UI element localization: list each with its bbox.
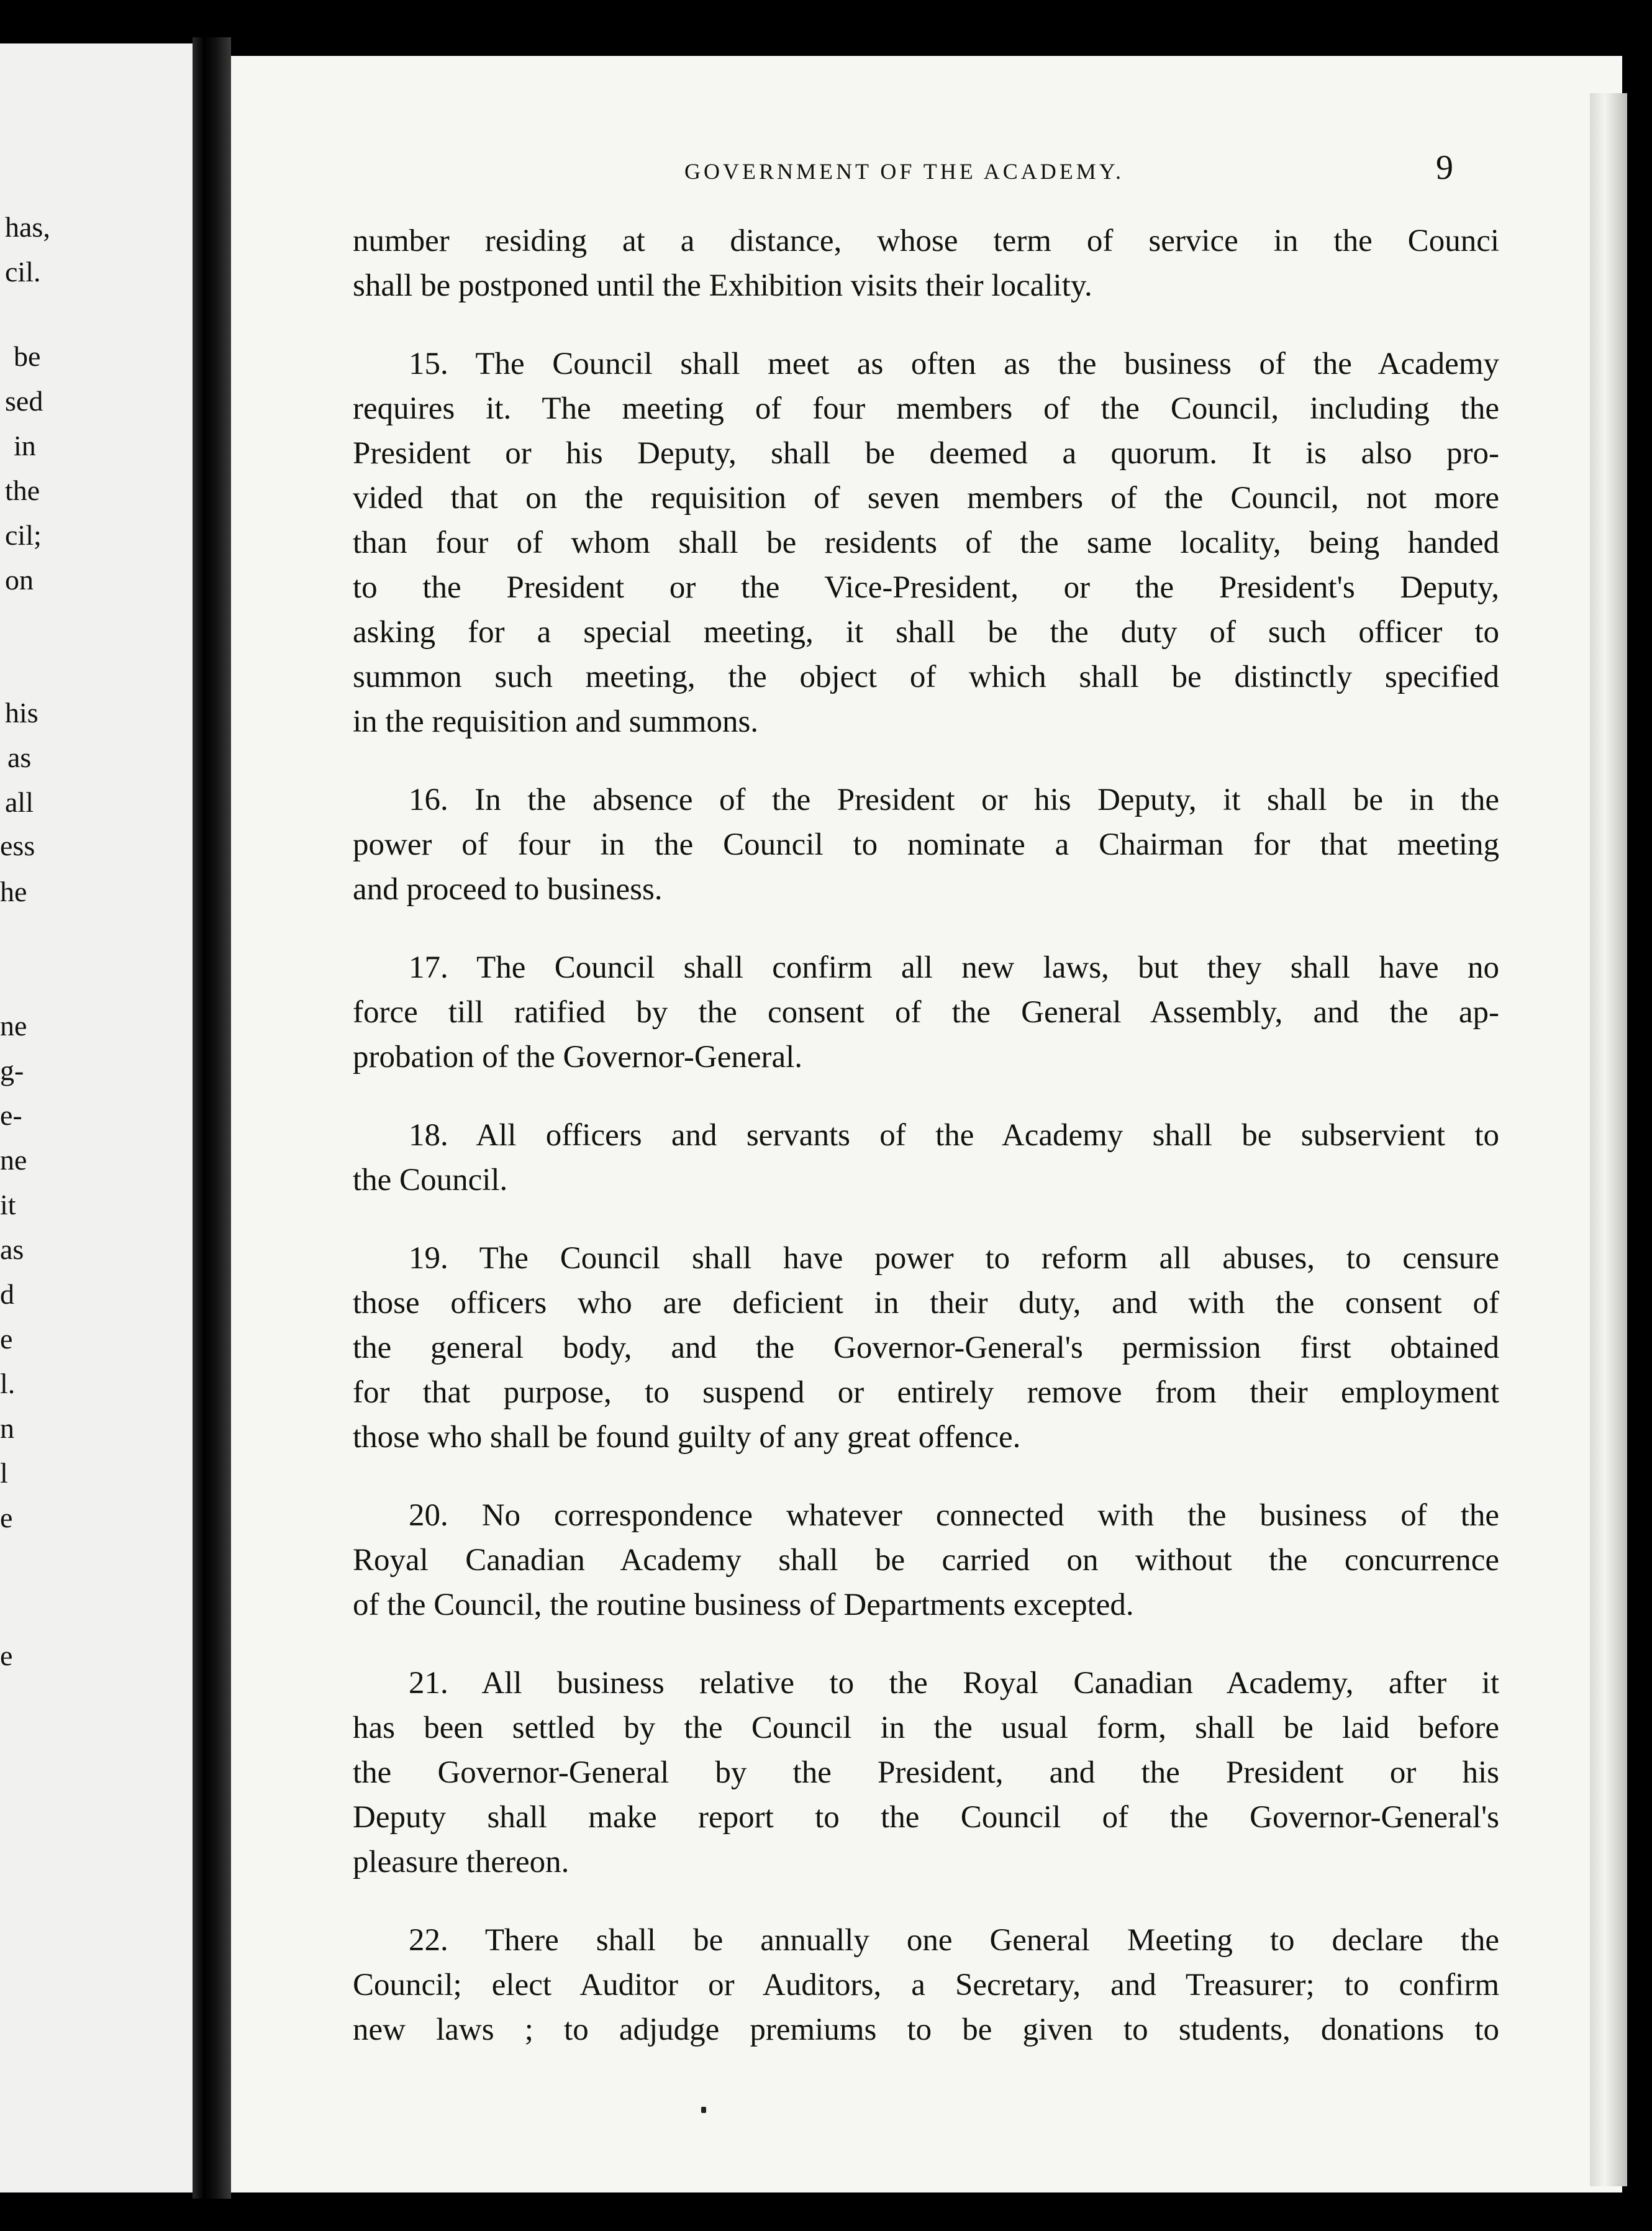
text-line: and proceed to business. bbox=[353, 872, 663, 907]
left-fragment: it bbox=[0, 1189, 16, 1220]
text-line: President or his Deputy, shall be deemed a quorum. It is also pro- bbox=[353, 436, 1499, 471]
left-fragment: as bbox=[0, 1234, 24, 1265]
paragraph-17 bbox=[353, 945, 1499, 1079]
paragraph-22 bbox=[353, 1918, 1499, 2052]
text-line: 18. All officers and servants of the Academy shall be subservient to bbox=[409, 1118, 1499, 1153]
page-body bbox=[353, 219, 1499, 2086]
paragraph-21 bbox=[353, 1661, 1499, 1884]
text-line: requires it. The meeting of four members of the Council, including the bbox=[353, 391, 1499, 426]
running-head: GOVERNMENT OF THE ACADEMY. bbox=[684, 159, 1125, 184]
left-fragment: his bbox=[5, 697, 39, 729]
text-line: has been settled by the Council in the usual form, shall be laid before bbox=[353, 1711, 1499, 1745]
paragraph-continued bbox=[353, 219, 1499, 308]
text-line: the general body, and the Governor-General's permission first obtained bbox=[353, 1330, 1499, 1365]
left-fragment: on bbox=[5, 564, 34, 596]
text-line: shall be postponed until the Exhibition visits their locality. bbox=[353, 268, 1092, 303]
left-fragment: ne bbox=[0, 1144, 27, 1176]
left-fragment: d bbox=[0, 1278, 14, 1310]
left-fragment: the bbox=[5, 475, 40, 506]
text-line: those officers who are deficient in their duty, and with the consent of bbox=[353, 1286, 1499, 1320]
text-line: 15. The Council shall meet as often as the business of the Academy bbox=[409, 347, 1499, 381]
text-line: Council; elect Auditor or Auditors, a Secretary, and Treasurer; to confirm bbox=[353, 1968, 1499, 2002]
left-fragment: be bbox=[14, 340, 41, 372]
left-fragment: ne bbox=[0, 1010, 27, 1042]
text-line: 20. No correspondence whatever connected with the business of the bbox=[409, 1498, 1499, 1533]
left-fragment: n bbox=[0, 1412, 14, 1444]
text-line: number residing at a distance, whose term of service in the Counci bbox=[353, 224, 1499, 258]
text-line: probation of the Governor-General. bbox=[353, 1040, 803, 1075]
text-line: power of four in the Council to nominate a Chairman for that meeting bbox=[353, 827, 1499, 862]
text-line: 19. The Council shall have power to reform all abuses, to censure bbox=[409, 1241, 1499, 1276]
text-line: to the President or the Vice-President, or the President's Deputy, bbox=[353, 570, 1499, 605]
page-edge bbox=[1590, 93, 1627, 2186]
text-line: 22. There shall be annually one General Meeting to declare the bbox=[409, 1923, 1499, 1958]
right-page bbox=[231, 56, 1622, 2192]
text-line: those who shall be found guilty of any great offence. bbox=[353, 1420, 1021, 1455]
text-line: force till ratified by the consent of the General Assembly, and the ap- bbox=[353, 995, 1499, 1030]
text-line: than four of whom shall be residents of the same locality, being handed bbox=[353, 525, 1499, 560]
paragraph-15 bbox=[353, 342, 1499, 744]
paragraph-20 bbox=[353, 1493, 1499, 1627]
left-fragment: e bbox=[0, 1640, 13, 1671]
text-line: 21. All business relative to the Royal Canadian Academy, after it bbox=[409, 1666, 1499, 1701]
left-fragment: e bbox=[0, 1502, 13, 1534]
paragraph-16 bbox=[353, 778, 1499, 912]
paragraph-19 bbox=[353, 1236, 1499, 1460]
left-fragment: all bbox=[5, 786, 34, 818]
text-line: asking for a special meeting, it shall be the duty of such officer to bbox=[353, 615, 1499, 650]
text-line: for that purpose, to suspend or entirely remove from their employment bbox=[353, 1375, 1499, 1410]
text-line: summon such meeting, the object of which shall be distinctly specified bbox=[353, 660, 1499, 694]
left-fragment: cil; bbox=[5, 519, 42, 551]
text-line: Deputy shall make report to the Council of the Governor-General's bbox=[353, 1800, 1499, 1835]
text-line: pleasure thereon. bbox=[353, 1845, 570, 1879]
left-fragment: e- bbox=[0, 1099, 22, 1131]
text-line: of the Council, the routine business of Departments excepted. bbox=[353, 1588, 1134, 1622]
left-fragment: sed bbox=[5, 385, 43, 417]
text-line: 17. The Council shall confirm all new laws, but they shall have no bbox=[409, 950, 1499, 985]
left-fragment: has, bbox=[5, 211, 50, 243]
paragraph-18 bbox=[353, 1113, 1499, 1202]
left-page-fragment bbox=[0, 43, 193, 2192]
book-gutter bbox=[193, 37, 231, 2199]
ink-speck bbox=[701, 2107, 706, 2113]
text-line: vided that on the requisition of seven members of the Council, not more bbox=[353, 481, 1499, 516]
left-fragment: e bbox=[0, 1323, 13, 1355]
text-line: Royal Canadian Academy shall be carried on without the concurrence bbox=[353, 1543, 1499, 1578]
left-fragment: as bbox=[7, 742, 32, 773]
left-fragment: in bbox=[14, 430, 36, 461]
text-line: in the requisition and summons. bbox=[353, 704, 759, 739]
page-number: 9 bbox=[1436, 148, 1453, 187]
text-line: new laws ; to adjudge premiums to be given to students, donations to bbox=[353, 2012, 1499, 2047]
left-fragment: he bbox=[0, 876, 27, 907]
left-fragment: g- bbox=[0, 1055, 24, 1086]
left-fragment: ess bbox=[0, 830, 35, 861]
left-fragment: l. bbox=[0, 1368, 16, 1399]
text-line: the Governor-General by the President, and the President or his bbox=[353, 1755, 1499, 1790]
left-fragment: cil. bbox=[5, 256, 41, 288]
left-fragment: l bbox=[0, 1457, 8, 1489]
text-line: 16. In the absence of the President or his Deputy, it shall be in the bbox=[409, 783, 1499, 817]
text-line: the Council. bbox=[353, 1163, 508, 1197]
